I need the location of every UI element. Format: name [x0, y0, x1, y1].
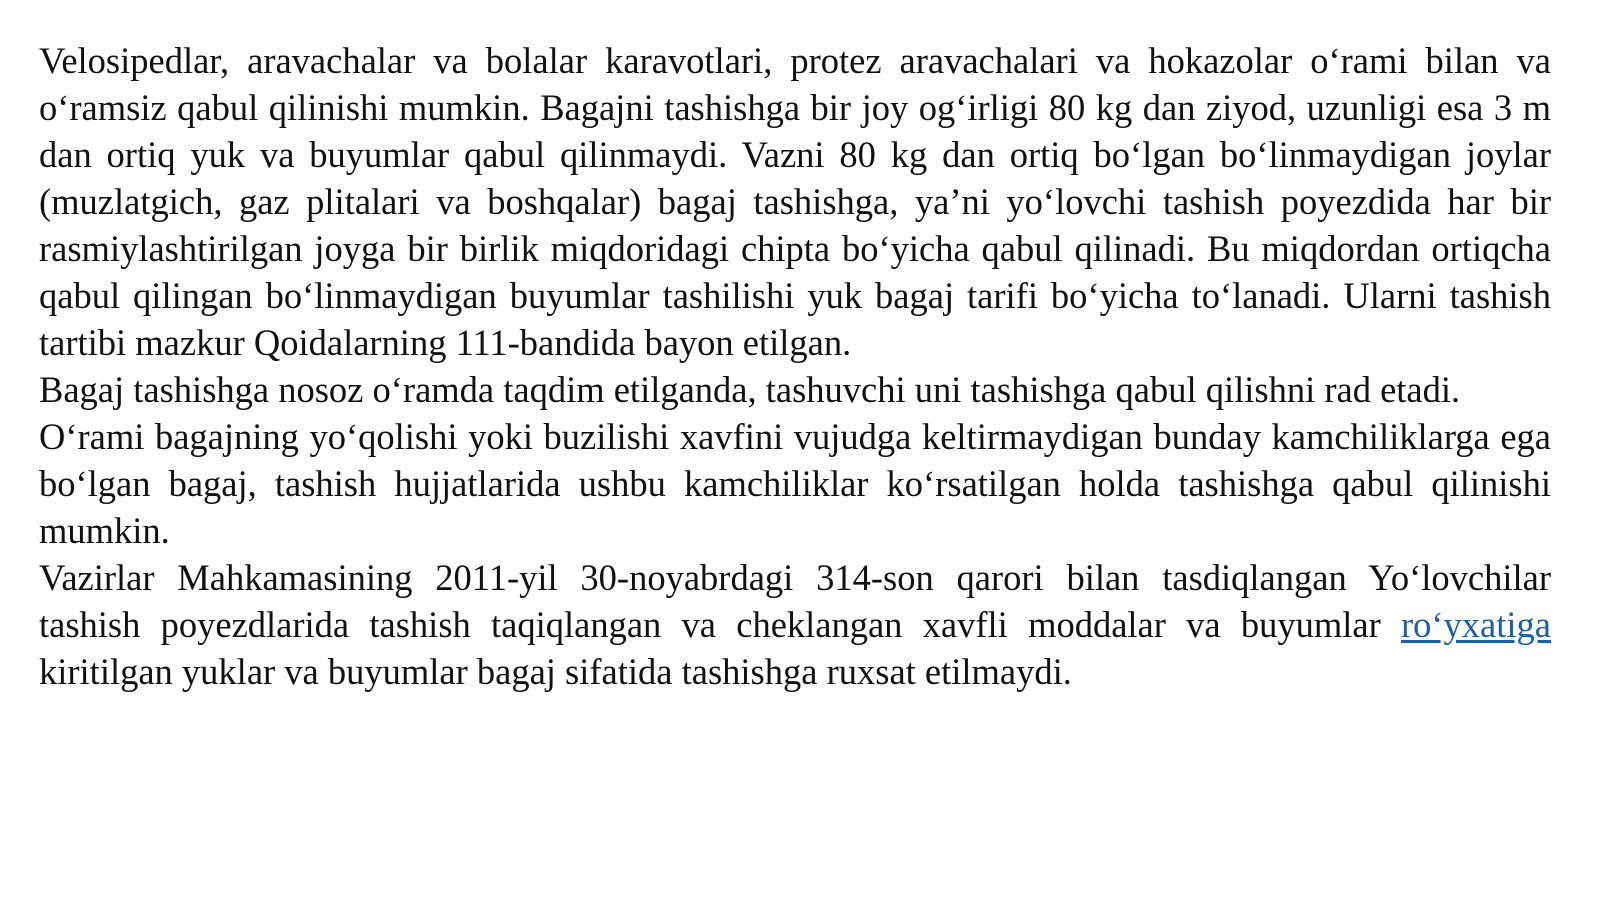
paragraph-4-text-before-link: Vazirlar Mahkamasining 2011-yil 30-noyabrdagi 314-son qarori bilan tasdiqlangan Yo‘lovchilar tashish poyezdlarida tashish taqiqlangan va cheklangan xavfli moddalar va buyumlar	[39, 557, 1551, 645]
list-link[interactable]: ro‘yxatiga	[1401, 604, 1551, 645]
paragraph-4	[39, 554, 1551, 695]
paragraph-2: Bagaj tashishga nosoz o‘ramda taqdim etilganda, tashuvchi uni tashishga qabul qilishni rad etadi.	[39, 369, 1461, 410]
paragraph-3: O‘rami bagajning yo‘qolishi yoki buzilishi xavfini vujudga keltirmaydigan bunday kamchiliklarga ega bo‘lgan bagaj, tashish hujjatlarida ushbu kamchiliklar ko‘rsatilgan holda tashishga qabul qilinishi mumkin.	[39, 416, 1551, 551]
paragraph-1: Velosipedlar, aravachalar va bolalar karavotlari, protez aravachalari va hokazolar o‘rami bilan va o‘ramsiz qabul qilinishi mumkin. Bagajni tashishga bir joy og‘irligi 80 kg dan ziyod, uzunligi esa 3 m dan ortiq yuk va buyumlar qabul qilinmaydi. Vazni 80 kg dan ortiq bo‘lgan bo‘linmaydigan joylar (muzlatgich, gaz plitalari va boshqalar) bagaj tashishga, ya’ni yo‘lovchi tashish poyezdida har bir rasmiylashtirilgan joyga bir birlik miqdoridagi chipta bo‘yicha qabul qilinadi. Bu miqdordan ortiqcha qabul qilingan bo‘linmaydigan buyumlar tashilishi yuk bagaj tarifi bo‘yicha to‘lanadi. Ularni tashish tartibi mazkur Qoidalarning 111-bandida bayon etilgan.	[39, 40, 1551, 363]
paragraph-4-text-after-link: kiritilgan yuklar va buyumlar bagaj sifatida tashishga ruxsat etilmaydi.	[39, 651, 1072, 692]
document-body	[39, 37, 1551, 695]
